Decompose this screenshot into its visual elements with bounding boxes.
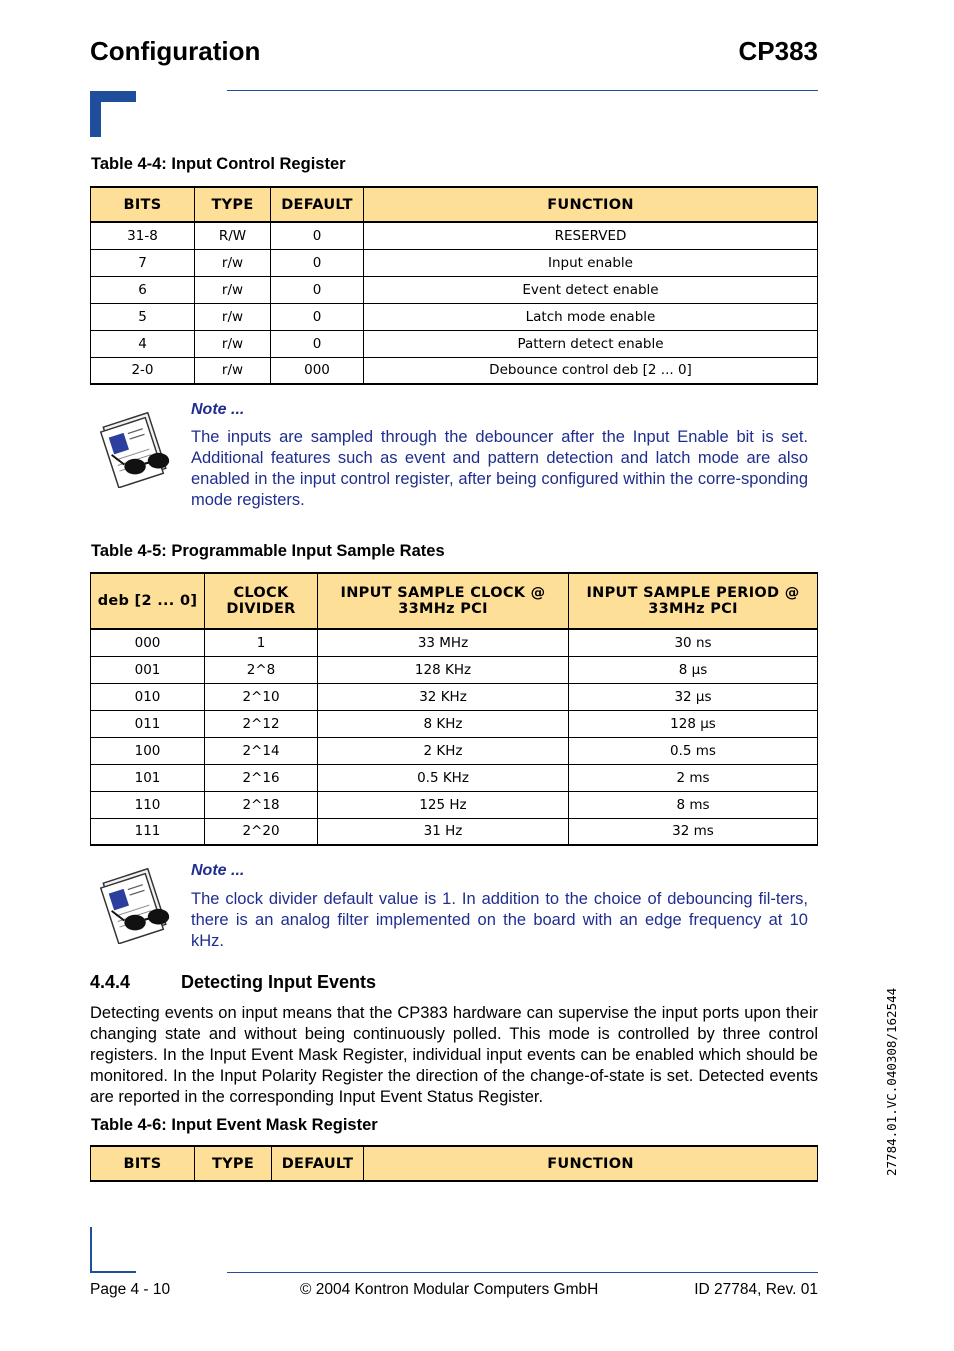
table-row xyxy=(91,222,818,249)
cell: 32 KHz xyxy=(318,683,569,710)
cell: R/W xyxy=(195,222,271,249)
cell: 125 Hz xyxy=(318,791,569,818)
cell: 2^12 xyxy=(205,710,318,737)
cell: 2^14 xyxy=(205,737,318,764)
table-row xyxy=(91,710,818,737)
cell: Input enable xyxy=(364,249,818,276)
sample-rates-table xyxy=(90,572,818,846)
column-header: FUNCTION xyxy=(364,1146,818,1181)
cell: 0 xyxy=(271,276,364,303)
note-text: The inputs are sampled through the debouncer after the Input Enable bit is set. Additional features such as event and pattern detection and latch mode are also enabled in the input control register, after being configured within the corre-sponding mode registers. xyxy=(191,428,808,509)
cell: 2 KHz xyxy=(318,737,569,764)
cell: r/w xyxy=(195,249,271,276)
section-body: Detecting events on input means that the CP383 hardware can supervise the input ports upon their changing state and without being continuously polled. This mode is controlled by three control registers. In the Input Event Mask Register, individual input events can be enabled which should be monitored. In the Input Polarity Register the direction of the change-of-state is set. Detected events are reported in the corresponding Input Event Status Register. xyxy=(90,1004,818,1106)
cell: Pattern detect enable xyxy=(364,330,818,357)
cell: 000 xyxy=(91,629,205,656)
copyright: © 2004 Kontron Modular Computers GmbH xyxy=(300,1281,599,1298)
cell: 011 xyxy=(91,710,205,737)
column-header: TYPE xyxy=(195,187,271,222)
table-4-4-caption: Table 4-4: Input Control Register xyxy=(91,155,346,173)
table-row xyxy=(91,249,818,276)
input-event-mask-table xyxy=(90,1145,818,1182)
section-title: Detecting Input Events xyxy=(181,972,377,992)
cell: 8 ms xyxy=(569,791,818,818)
note-text: The clock divider default value is 1. In addition to the choice of debouncing fil-ters, there is an analog filter implemented on the board with an edge frequency at 10 kHz. xyxy=(191,890,808,950)
cell: 0 xyxy=(271,303,364,330)
column-header: DEFAULT xyxy=(272,1146,364,1181)
section-number: 4.4.4 xyxy=(90,972,131,992)
column-header: deb [2 ... 0] xyxy=(91,573,205,629)
table-row xyxy=(91,656,818,683)
cell: 2^8 xyxy=(205,656,318,683)
table-row xyxy=(91,737,818,764)
cell: RESERVED xyxy=(364,222,818,249)
table-row xyxy=(91,303,818,330)
cell: r/w xyxy=(195,330,271,357)
header-rule xyxy=(227,90,818,91)
footer-corner-mark xyxy=(90,1227,136,1273)
cell: Event detect enable xyxy=(364,276,818,303)
cell: 0 xyxy=(271,330,364,357)
column-header: DEFAULT xyxy=(271,187,364,222)
cell: 0 xyxy=(271,249,364,276)
cell: 6 xyxy=(91,276,195,303)
cell: 8 µs xyxy=(569,656,818,683)
column-header: INPUT SAMPLE PERIOD @ 33MHz PCI xyxy=(569,573,818,629)
cell: Latch mode enable xyxy=(364,303,818,330)
note-label: Note ... xyxy=(191,862,245,879)
column-header: CLOCK DIVIDER xyxy=(205,573,318,629)
note-label: Note ... xyxy=(191,401,245,418)
table-row xyxy=(91,764,818,791)
cell: 2^18 xyxy=(205,791,318,818)
cell: 010 xyxy=(91,683,205,710)
cell: 31-8 xyxy=(91,222,195,249)
cell: 1 xyxy=(205,629,318,656)
cell: 30 ns xyxy=(569,629,818,656)
cell: 4 xyxy=(91,330,195,357)
cell: Debounce control deb [2 ... 0] xyxy=(364,357,818,384)
table-row xyxy=(91,330,818,357)
table-row xyxy=(91,629,818,656)
cell: 32 µs xyxy=(569,683,818,710)
cell: 2-0 xyxy=(91,357,195,384)
cell: 2^16 xyxy=(205,764,318,791)
cell: 7 xyxy=(91,249,195,276)
table-row xyxy=(91,683,818,710)
cell: r/w xyxy=(195,357,271,384)
cell: r/w xyxy=(195,276,271,303)
cell: 0 xyxy=(271,222,364,249)
note-glasses-icon xyxy=(98,410,176,488)
column-header: FUNCTION xyxy=(364,187,818,222)
table-4-5-caption: Table 4-5: Programmable Input Sample Rates xyxy=(91,542,445,560)
column-header: BITS xyxy=(91,187,195,222)
cell: 2^20 xyxy=(205,818,318,845)
cell: 001 xyxy=(91,656,205,683)
cell: 2 ms xyxy=(569,764,818,791)
note-glasses-icon xyxy=(98,866,176,944)
cell: 128 µs xyxy=(569,710,818,737)
cell: 2^10 xyxy=(205,683,318,710)
input-control-register-table xyxy=(90,186,818,385)
cell: 110 xyxy=(91,791,205,818)
table-row xyxy=(91,357,818,384)
table-row xyxy=(91,791,818,818)
cell: 100 xyxy=(91,737,205,764)
cell: 000 xyxy=(271,357,364,384)
corner-mark xyxy=(90,91,136,137)
side-document-code: 27784.01.VC.040308/162544 xyxy=(884,987,899,1176)
page-number: Page 4 - 10 xyxy=(90,1281,171,1298)
cell: 128 KHz xyxy=(318,656,569,683)
page-title: Configuration xyxy=(90,36,261,66)
cell: r/w xyxy=(195,303,271,330)
cell: 32 ms xyxy=(569,818,818,845)
cell: 101 xyxy=(91,764,205,791)
cell: 0.5 ms xyxy=(569,737,818,764)
column-header: INPUT SAMPLE CLOCK @ 33MHz PCI xyxy=(318,573,569,629)
product-name: CP383 xyxy=(738,36,818,66)
column-header: TYPE xyxy=(195,1146,272,1181)
cell: 33 MHz xyxy=(318,629,569,656)
document-id: ID 27784, Rev. 01 xyxy=(694,1281,818,1298)
cell: 5 xyxy=(91,303,195,330)
cell: 8 KHz xyxy=(318,710,569,737)
table-row xyxy=(91,818,818,845)
footer-rule xyxy=(227,1272,818,1273)
cell: 31 Hz xyxy=(318,818,569,845)
table-row xyxy=(91,276,818,303)
column-header: BITS xyxy=(91,1146,195,1181)
table-4-6-caption: Table 4-6: Input Event Mask Register xyxy=(91,1116,378,1134)
cell: 0.5 KHz xyxy=(318,764,569,791)
cell: 111 xyxy=(91,818,205,845)
